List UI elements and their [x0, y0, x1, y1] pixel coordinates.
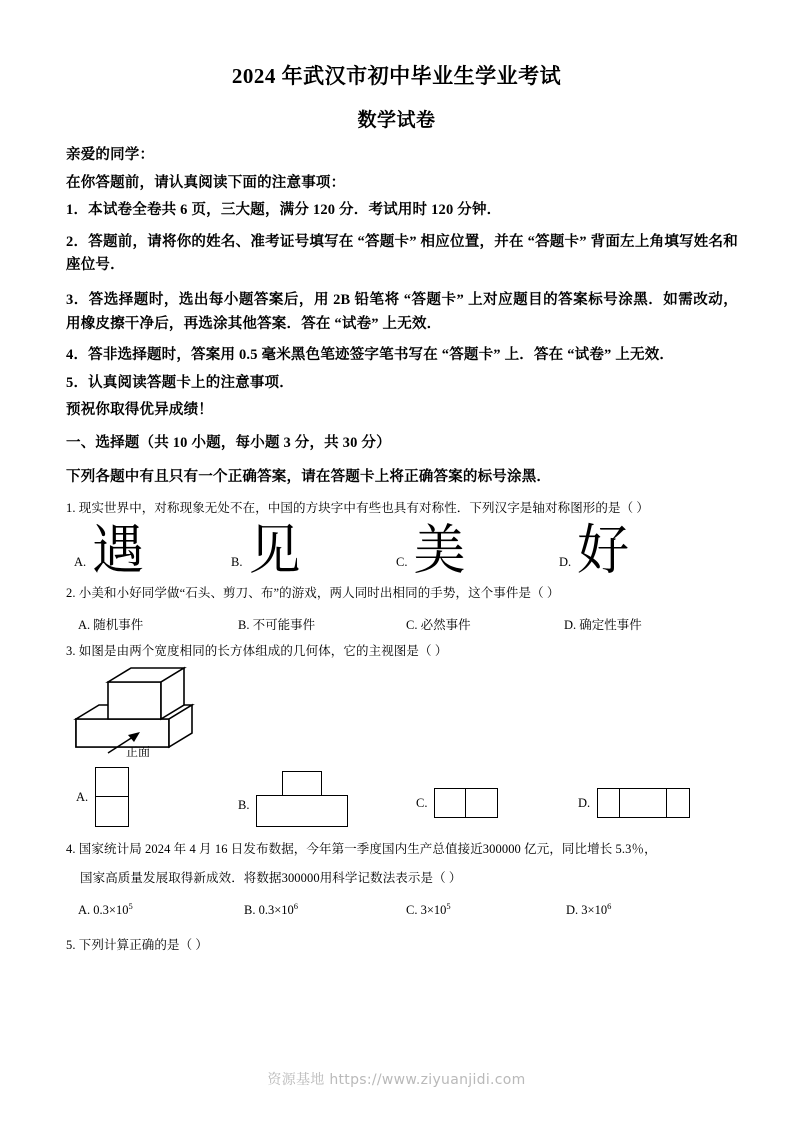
instruction-item-3: 3．答选择题时，选出每小题答案后，用 2B 铅笔将 “答题卡” 上对应题目的答案标号涂黑．如需改动，用橡皮擦干净后，再选涂其他答案．答在 “试卷” 上无效．	[66, 292, 738, 332]
wish-text: 预祝你取得优异成绩！	[66, 402, 213, 419]
question-4-stem-line1: 4. 国家统计局 2024 年 4 月 16 日发布数据，今年第一季度国内生产总值接近300000 亿元，同比增长 5.3％，	[66, 842, 657, 857]
question-1-option-b[interactable]	[231, 519, 301, 583]
question-2-stem: 2. 小美和小好同学做“石头、剪刀、布”的游戏，两人同时出相同的手势，这个事件是（ ）	[66, 586, 560, 601]
shape-cell	[667, 788, 690, 818]
option-value: 0.3×10	[93, 903, 129, 918]
option-label: A.	[78, 903, 91, 918]
shape-cell-top	[282, 771, 322, 795]
shape-cell	[434, 788, 466, 818]
footer-watermark: 资源基地 https://www.ziyuanjidi.com	[267, 1072, 526, 1088]
shape-cell	[466, 788, 498, 818]
option-text: 随机事件	[93, 617, 144, 632]
question-4-option-d[interactable]	[566, 901, 611, 918]
option-label: D.	[559, 555, 572, 570]
option-label: C.	[416, 795, 428, 810]
question-1-option-d[interactable]	[559, 519, 630, 583]
option-label: A.	[76, 789, 89, 804]
question-4-option-c[interactable]	[406, 901, 451, 918]
option-value: 0.3×10	[258, 903, 294, 918]
question-3-option-a[interactable]	[76, 767, 129, 827]
instruction-item-1: 1．本试卷全卷共 6 页，三大题，满分 120 分．考试用时 120 分钟．	[66, 202, 502, 218]
option-value: 3×10	[420, 903, 447, 918]
shape-two-cells	[434, 788, 498, 818]
page-title	[0, 62, 793, 132]
question-4-option-b[interactable]	[244, 901, 298, 918]
question-3-options	[66, 757, 738, 823]
exam-body	[66, 148, 738, 952]
instruction-item-2: 2．答题前，请将你的姓名、准考证号填写在 “答题卡” 相应位置，并在 “答题卡” 背面左上角填写姓名和座位号．	[66, 233, 738, 273]
exam-subtitle: 数学试卷	[357, 110, 436, 132]
question-1-options	[66, 514, 738, 583]
option-label: B.	[244, 903, 256, 918]
greeting-text: 亲爱的同学：	[66, 147, 155, 163]
shape-cell-base	[256, 795, 348, 827]
glyph-yu: 遇	[92, 519, 145, 583]
option-label: C.	[406, 617, 418, 632]
option-text: 必然事件	[420, 617, 471, 632]
question-3-figure	[66, 657, 738, 757]
exam-title: 2024 年武汉市初中毕业生学业考试	[231, 64, 562, 88]
question-4-option-a[interactable]	[78, 901, 133, 918]
option-exponent: 6	[293, 901, 299, 912]
option-label: D.	[564, 617, 577, 632]
question-2-option-d[interactable]	[564, 615, 642, 633]
option-exponent: 5	[446, 901, 451, 912]
option-exponent: 5	[128, 901, 133, 912]
shape-cell	[620, 788, 667, 818]
question-2-option-a[interactable]	[78, 615, 143, 633]
question-2-option-b[interactable]	[238, 615, 315, 633]
option-label: C.	[406, 903, 418, 918]
isometric-solid-svg	[66, 657, 286, 757]
question-2-options	[66, 615, 738, 633]
option-label: B.	[238, 798, 250, 813]
question-3-stem: 3. 如图是由两个宽度相同的长方体组成的几何体，它的主视图是（ ）	[66, 643, 448, 658]
glyph-hao: 好	[577, 519, 630, 583]
question-5-stem: 5. 下列计算正确的是（ ）	[66, 938, 209, 953]
option-label: B.	[231, 555, 243, 570]
option-label: A.	[78, 617, 91, 632]
glyph-mei: 美	[413, 519, 466, 583]
option-label: C.	[396, 555, 408, 570]
question-3-option-b[interactable]	[238, 771, 348, 827]
shape-cell	[95, 767, 129, 797]
figure-front-label: 正面	[126, 745, 151, 758]
question-1-option-c[interactable]	[396, 519, 466, 583]
glyph-jian: 见	[248, 519, 301, 583]
question-4-options	[66, 901, 738, 919]
instruction-item-5: 5．认真阅读答题卡上的注意事项．	[66, 374, 294, 391]
section-note: 下列各题中有且只有一个正确答案，请在答题卡上将正确答案的标号涂黑．	[66, 468, 552, 485]
option-text: 不可能事件	[252, 617, 316, 632]
instructions-lead: 在你答题前，请认真阅读下面的注意事项：	[66, 174, 346, 191]
option-label: D.	[578, 795, 591, 810]
option-value: 3×10	[581, 903, 608, 918]
question-2-option-c[interactable]	[406, 615, 471, 633]
question-3-option-c[interactable]	[416, 788, 498, 818]
shape-t-profile	[256, 771, 348, 827]
shape-three-cells	[597, 788, 690, 818]
question-4-stem-line2: 国家高质量发展取得新成效．将数据300000用科学记数法表示是（ ）	[80, 870, 462, 885]
section-heading: 一、选择题（共 10 小题，每小题 3 分，共 30 分）	[66, 434, 391, 451]
question-3-option-d[interactable]	[578, 788, 690, 818]
option-exponent: 6	[607, 901, 612, 912]
option-text: 确定性事件	[579, 617, 642, 632]
question-1-stem: 1. 现实世界中，对称现象无处不在，中国的方块字中有些也具有对称性．下列汉字是轴对称图形的是（ ）	[66, 500, 650, 515]
shape-vertical-stack	[95, 767, 129, 827]
question-1-option-a[interactable]	[74, 519, 145, 583]
instruction-item-4: 4．答非选择题时，答案用 0.5 毫米黑色笔迹签字笔书写在 “答题卡” 上．答在 “试卷” 上无效．	[66, 347, 675, 364]
option-label: A.	[74, 555, 87, 570]
option-label: B.	[238, 617, 250, 632]
shape-cell	[597, 788, 620, 818]
option-label: D.	[566, 903, 579, 918]
shape-cell	[95, 797, 129, 827]
